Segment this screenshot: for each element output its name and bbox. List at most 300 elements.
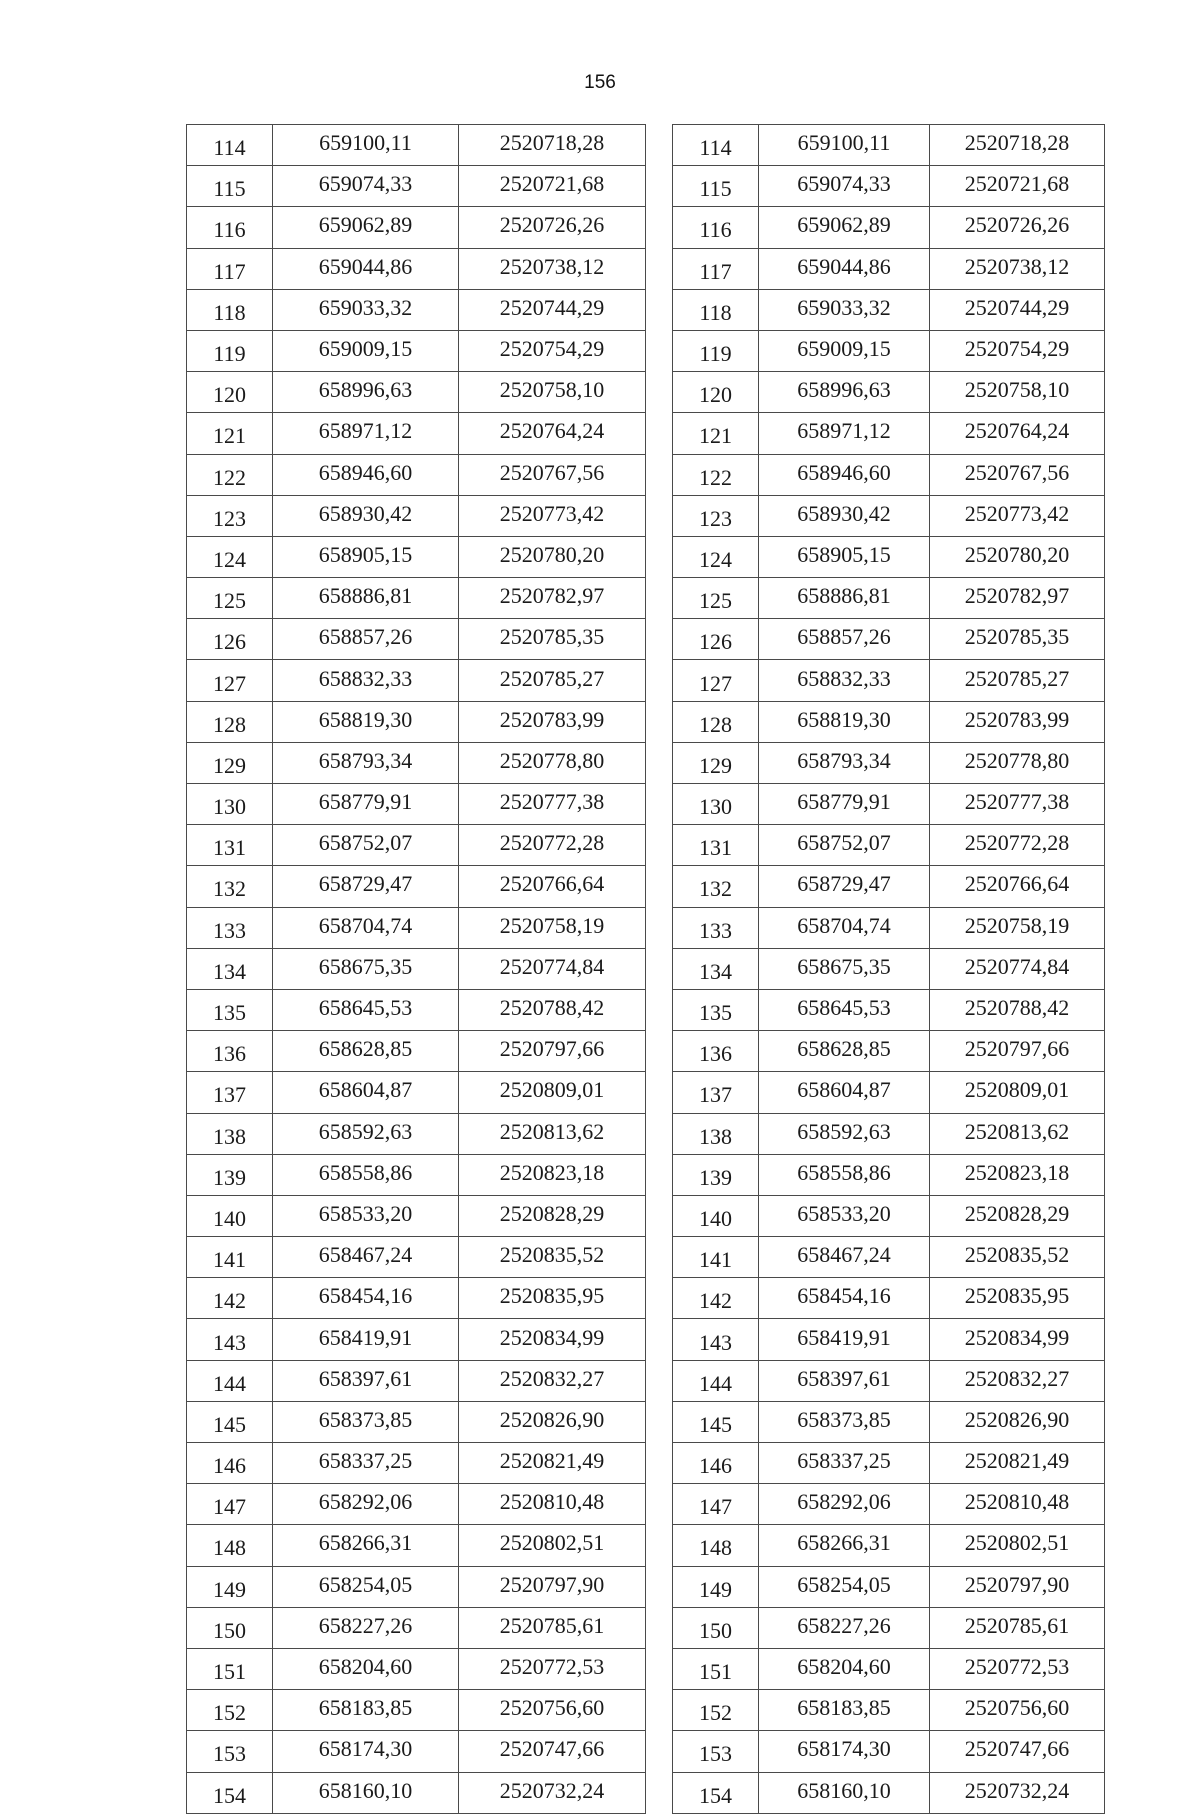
x-coordinate-cell: 658779,91 xyxy=(759,784,930,825)
x-coordinate-cell: 658971,12 xyxy=(759,413,930,454)
table-row xyxy=(673,660,1105,701)
point-number-cell: 126 xyxy=(187,619,273,660)
point-number-cell: 148 xyxy=(673,1525,759,1566)
table-row xyxy=(187,166,646,207)
table-row xyxy=(673,1113,1105,1154)
table-row xyxy=(673,825,1105,866)
point-number-cell: 147 xyxy=(187,1484,273,1525)
x-coordinate-cell: 658174,30 xyxy=(273,1731,459,1772)
point-number-cell: 133 xyxy=(187,907,273,948)
table-row xyxy=(187,1525,646,1566)
x-coordinate-cell: 658397,61 xyxy=(273,1360,459,1401)
y-coordinate-cell: 2520826,90 xyxy=(930,1401,1105,1442)
table-row xyxy=(187,248,646,289)
y-coordinate-cell: 2520767,56 xyxy=(930,454,1105,495)
point-number-cell: 118 xyxy=(187,289,273,330)
x-coordinate-cell: 658558,86 xyxy=(273,1154,459,1195)
table-row xyxy=(187,948,646,989)
x-coordinate-cell: 658604,87 xyxy=(273,1072,459,1113)
y-coordinate-cell: 2520834,99 xyxy=(930,1319,1105,1360)
point-number-cell: 126 xyxy=(673,619,759,660)
table-row xyxy=(673,536,1105,577)
y-coordinate-cell: 2520754,29 xyxy=(930,330,1105,371)
point-number-cell: 115 xyxy=(673,166,759,207)
table-row xyxy=(673,1195,1105,1236)
point-number-cell: 134 xyxy=(187,948,273,989)
x-coordinate-cell: 658254,05 xyxy=(759,1566,930,1607)
table-row xyxy=(187,578,646,619)
table-row xyxy=(673,701,1105,742)
x-coordinate-cell: 658204,60 xyxy=(273,1648,459,1689)
y-coordinate-cell: 2520756,60 xyxy=(930,1690,1105,1731)
x-coordinate-cell: 658604,87 xyxy=(759,1072,930,1113)
y-coordinate-cell: 2520797,90 xyxy=(930,1566,1105,1607)
point-number-cell: 119 xyxy=(673,330,759,371)
point-number-cell: 114 xyxy=(187,125,273,166)
table-row xyxy=(187,989,646,1030)
y-coordinate-cell: 2520783,99 xyxy=(459,701,646,742)
y-coordinate-cell: 2520797,66 xyxy=(459,1031,646,1072)
y-coordinate-cell: 2520772,28 xyxy=(930,825,1105,866)
y-coordinate-cell: 2520732,24 xyxy=(459,1772,646,1813)
point-number-cell: 117 xyxy=(187,248,273,289)
x-coordinate-cell: 658905,15 xyxy=(273,536,459,577)
x-coordinate-cell: 658729,47 xyxy=(273,866,459,907)
y-coordinate-cell: 2520738,12 xyxy=(930,248,1105,289)
point-number-cell: 150 xyxy=(187,1607,273,1648)
point-number-cell: 136 xyxy=(673,1031,759,1072)
table-row xyxy=(187,413,646,454)
table-row xyxy=(187,1648,646,1689)
x-coordinate-cell: 658930,42 xyxy=(759,495,930,536)
y-coordinate-cell: 2520785,35 xyxy=(930,619,1105,660)
y-coordinate-cell: 2520785,61 xyxy=(459,1607,646,1648)
table-row xyxy=(187,1237,646,1278)
x-coordinate-cell: 659062,89 xyxy=(759,207,930,248)
x-coordinate-cell: 658373,85 xyxy=(273,1401,459,1442)
table-row xyxy=(187,825,646,866)
y-coordinate-cell: 2520747,66 xyxy=(930,1731,1105,1772)
point-number-cell: 134 xyxy=(673,948,759,989)
x-coordinate-cell: 658832,33 xyxy=(759,660,930,701)
point-number-cell: 135 xyxy=(187,989,273,1030)
x-coordinate-cell: 659062,89 xyxy=(273,207,459,248)
point-number-cell: 124 xyxy=(673,536,759,577)
x-coordinate-cell: 658946,60 xyxy=(273,454,459,495)
point-number-cell: 151 xyxy=(673,1648,759,1689)
point-number-cell: 129 xyxy=(187,742,273,783)
y-coordinate-cell: 2520802,51 xyxy=(930,1525,1105,1566)
table-row xyxy=(187,1690,646,1731)
y-coordinate-cell: 2520835,95 xyxy=(930,1278,1105,1319)
point-number-cell: 151 xyxy=(187,1648,273,1689)
point-number-cell: 137 xyxy=(673,1072,759,1113)
table-row xyxy=(673,372,1105,413)
y-coordinate-cell: 2520821,49 xyxy=(459,1443,646,1484)
point-number-cell: 119 xyxy=(187,330,273,371)
y-coordinate-cell: 2520718,28 xyxy=(459,125,646,166)
point-number-cell: 149 xyxy=(187,1566,273,1607)
x-coordinate-cell: 658292,06 xyxy=(759,1484,930,1525)
y-coordinate-cell: 2520832,27 xyxy=(459,1360,646,1401)
y-coordinate-cell: 2520834,99 xyxy=(459,1319,646,1360)
point-number-cell: 120 xyxy=(187,372,273,413)
y-coordinate-cell: 2520732,24 xyxy=(930,1772,1105,1813)
y-coordinate-cell: 2520758,10 xyxy=(930,372,1105,413)
table-row xyxy=(187,1072,646,1113)
x-coordinate-cell: 658819,30 xyxy=(273,701,459,742)
table-row xyxy=(673,1237,1105,1278)
point-number-cell: 152 xyxy=(673,1690,759,1731)
table-row xyxy=(187,330,646,371)
x-coordinate-cell: 658628,85 xyxy=(273,1031,459,1072)
table-row xyxy=(673,495,1105,536)
x-coordinate-cell: 658857,26 xyxy=(759,619,930,660)
table-row xyxy=(187,289,646,330)
table-row xyxy=(673,1072,1105,1113)
table-row xyxy=(673,1525,1105,1566)
table-row xyxy=(187,495,646,536)
x-coordinate-cell: 658905,15 xyxy=(759,536,930,577)
point-number-cell: 144 xyxy=(187,1360,273,1401)
table-row xyxy=(673,578,1105,619)
x-coordinate-cell: 658183,85 xyxy=(273,1690,459,1731)
y-coordinate-cell: 2520773,42 xyxy=(459,495,646,536)
table-row xyxy=(187,1319,646,1360)
y-coordinate-cell: 2520832,27 xyxy=(930,1360,1105,1401)
point-number-cell: 154 xyxy=(673,1772,759,1813)
x-coordinate-cell: 658946,60 xyxy=(759,454,930,495)
point-number-cell: 141 xyxy=(187,1237,273,1278)
y-coordinate-cell: 2520773,42 xyxy=(930,495,1105,536)
table-row xyxy=(187,1278,646,1319)
x-coordinate-cell: 659009,15 xyxy=(273,330,459,371)
y-coordinate-cell: 2520809,01 xyxy=(930,1072,1105,1113)
x-coordinate-cell: 658467,24 xyxy=(273,1237,459,1278)
point-number-cell: 145 xyxy=(187,1401,273,1442)
point-number-cell: 121 xyxy=(673,413,759,454)
table-row xyxy=(187,1360,646,1401)
point-number-cell: 114 xyxy=(673,125,759,166)
point-number-cell: 125 xyxy=(673,578,759,619)
table-row xyxy=(673,1690,1105,1731)
table-row xyxy=(673,330,1105,371)
point-number-cell: 137 xyxy=(187,1072,273,1113)
x-coordinate-cell: 658419,91 xyxy=(273,1319,459,1360)
point-number-cell: 131 xyxy=(187,825,273,866)
point-number-cell: 133 xyxy=(673,907,759,948)
point-number-cell: 143 xyxy=(673,1319,759,1360)
x-coordinate-cell: 658254,05 xyxy=(273,1566,459,1607)
y-coordinate-cell: 2520810,48 xyxy=(459,1484,646,1525)
x-coordinate-cell: 659074,33 xyxy=(273,166,459,207)
point-number-cell: 118 xyxy=(673,289,759,330)
y-coordinate-cell: 2520772,28 xyxy=(459,825,646,866)
table-row xyxy=(187,372,646,413)
table-row xyxy=(187,1772,646,1813)
point-number-cell: 150 xyxy=(673,1607,759,1648)
table-row xyxy=(187,1484,646,1525)
x-coordinate-cell: 659044,86 xyxy=(759,248,930,289)
x-coordinate-cell: 658819,30 xyxy=(759,701,930,742)
point-number-cell: 141 xyxy=(673,1237,759,1278)
table-row xyxy=(187,1607,646,1648)
y-coordinate-cell: 2520774,84 xyxy=(930,948,1105,989)
y-coordinate-cell: 2520797,66 xyxy=(930,1031,1105,1072)
y-coordinate-cell: 2520823,18 xyxy=(459,1154,646,1195)
y-coordinate-cell: 2520788,42 xyxy=(459,989,646,1030)
point-number-cell: 144 xyxy=(673,1360,759,1401)
table-row xyxy=(187,454,646,495)
y-coordinate-cell: 2520835,95 xyxy=(459,1278,646,1319)
y-coordinate-cell: 2520778,80 xyxy=(930,742,1105,783)
table-row xyxy=(673,1319,1105,1360)
y-coordinate-cell: 2520774,84 xyxy=(459,948,646,989)
x-coordinate-cell: 658675,35 xyxy=(759,948,930,989)
x-coordinate-cell: 658292,06 xyxy=(273,1484,459,1525)
table-row xyxy=(673,1360,1105,1401)
x-coordinate-cell: 658160,10 xyxy=(759,1772,930,1813)
y-coordinate-cell: 2520772,53 xyxy=(930,1648,1105,1689)
y-coordinate-cell: 2520744,29 xyxy=(459,289,646,330)
table-row xyxy=(187,1566,646,1607)
x-coordinate-cell: 658592,63 xyxy=(273,1113,459,1154)
table-row xyxy=(187,1031,646,1072)
table-row xyxy=(187,1113,646,1154)
point-number-cell: 148 xyxy=(187,1525,273,1566)
x-coordinate-cell: 659009,15 xyxy=(759,330,930,371)
point-number-cell: 145 xyxy=(673,1401,759,1442)
x-coordinate-cell: 658971,12 xyxy=(273,413,459,454)
table-row xyxy=(187,660,646,701)
point-number-cell: 135 xyxy=(673,989,759,1030)
table-row xyxy=(187,1401,646,1442)
point-number-cell: 122 xyxy=(673,454,759,495)
table-row xyxy=(187,1195,646,1236)
table-row xyxy=(673,784,1105,825)
table-row xyxy=(187,701,646,742)
x-coordinate-cell: 658227,26 xyxy=(273,1607,459,1648)
y-coordinate-cell: 2520764,24 xyxy=(930,413,1105,454)
x-coordinate-cell: 658886,81 xyxy=(273,578,459,619)
point-number-cell: 130 xyxy=(187,784,273,825)
table-row xyxy=(187,1731,646,1772)
x-coordinate-cell: 658886,81 xyxy=(759,578,930,619)
table-row xyxy=(187,125,646,166)
point-number-cell: 140 xyxy=(673,1195,759,1236)
y-coordinate-cell: 2520782,97 xyxy=(459,578,646,619)
point-number-cell: 138 xyxy=(187,1113,273,1154)
point-number-cell: 127 xyxy=(673,660,759,701)
x-coordinate-cell: 658204,60 xyxy=(759,1648,930,1689)
point-number-cell: 142 xyxy=(187,1278,273,1319)
table-row xyxy=(187,619,646,660)
x-coordinate-cell: 658779,91 xyxy=(273,784,459,825)
coordinates-table-left xyxy=(186,124,646,1814)
table-row xyxy=(187,784,646,825)
x-coordinate-cell: 658793,34 xyxy=(273,742,459,783)
table-row xyxy=(673,619,1105,660)
table-row xyxy=(187,1443,646,1484)
y-coordinate-cell: 2520756,60 xyxy=(459,1690,646,1731)
x-coordinate-cell: 658454,16 xyxy=(759,1278,930,1319)
y-coordinate-cell: 2520810,48 xyxy=(930,1484,1105,1525)
y-coordinate-cell: 2520823,18 xyxy=(930,1154,1105,1195)
x-coordinate-cell: 658645,53 xyxy=(273,989,459,1030)
y-coordinate-cell: 2520802,51 xyxy=(459,1525,646,1566)
x-coordinate-cell: 658174,30 xyxy=(759,1731,930,1772)
point-number-cell: 136 xyxy=(187,1031,273,1072)
point-number-cell: 143 xyxy=(187,1319,273,1360)
point-number-cell: 123 xyxy=(673,495,759,536)
x-coordinate-cell: 658996,63 xyxy=(273,372,459,413)
y-coordinate-cell: 2520747,66 xyxy=(459,1731,646,1772)
table-row xyxy=(673,948,1105,989)
x-coordinate-cell: 658183,85 xyxy=(759,1690,930,1731)
table-row xyxy=(673,1731,1105,1772)
y-coordinate-cell: 2520772,53 xyxy=(459,1648,646,1689)
page-number: 156 xyxy=(584,72,616,93)
point-number-cell: 129 xyxy=(673,742,759,783)
y-coordinate-cell: 2520726,26 xyxy=(930,207,1105,248)
x-coordinate-cell: 658704,74 xyxy=(759,907,930,948)
table-row xyxy=(673,454,1105,495)
x-coordinate-cell: 658533,20 xyxy=(273,1195,459,1236)
x-coordinate-cell: 658930,42 xyxy=(273,495,459,536)
y-coordinate-cell: 2520797,90 xyxy=(459,1566,646,1607)
y-coordinate-cell: 2520821,49 xyxy=(930,1443,1105,1484)
y-coordinate-cell: 2520778,80 xyxy=(459,742,646,783)
point-number-cell: 115 xyxy=(187,166,273,207)
y-coordinate-cell: 2520744,29 xyxy=(930,289,1105,330)
y-coordinate-cell: 2520766,64 xyxy=(930,866,1105,907)
point-number-cell: 117 xyxy=(673,248,759,289)
point-number-cell: 130 xyxy=(673,784,759,825)
table-row xyxy=(673,907,1105,948)
table-row xyxy=(673,1607,1105,1648)
y-coordinate-cell: 2520783,99 xyxy=(930,701,1105,742)
x-coordinate-cell: 658752,07 xyxy=(273,825,459,866)
y-coordinate-cell: 2520835,52 xyxy=(930,1237,1105,1278)
y-coordinate-cell: 2520780,20 xyxy=(459,536,646,577)
y-coordinate-cell: 2520758,19 xyxy=(930,907,1105,948)
table-row xyxy=(187,866,646,907)
point-number-cell: 140 xyxy=(187,1195,273,1236)
x-coordinate-cell: 658704,74 xyxy=(273,907,459,948)
y-coordinate-cell: 2520828,29 xyxy=(930,1195,1105,1236)
table-row xyxy=(673,207,1105,248)
y-coordinate-cell: 2520813,62 xyxy=(459,1113,646,1154)
x-coordinate-cell: 658227,26 xyxy=(759,1607,930,1648)
x-coordinate-cell: 658337,25 xyxy=(273,1443,459,1484)
table-row xyxy=(673,289,1105,330)
point-number-cell: 127 xyxy=(187,660,273,701)
point-number-cell: 152 xyxy=(187,1690,273,1731)
x-coordinate-cell: 658266,31 xyxy=(759,1525,930,1566)
y-coordinate-cell: 2520813,62 xyxy=(930,1113,1105,1154)
x-coordinate-cell: 658645,53 xyxy=(759,989,930,1030)
x-coordinate-cell: 658467,24 xyxy=(759,1237,930,1278)
x-coordinate-cell: 658397,61 xyxy=(759,1360,930,1401)
x-coordinate-cell: 658558,86 xyxy=(759,1154,930,1195)
point-number-cell: 146 xyxy=(673,1443,759,1484)
y-coordinate-cell: 2520777,38 xyxy=(459,784,646,825)
point-number-cell: 149 xyxy=(673,1566,759,1607)
table-row xyxy=(673,1443,1105,1484)
x-coordinate-cell: 658793,34 xyxy=(759,742,930,783)
x-coordinate-cell: 659033,32 xyxy=(759,289,930,330)
x-coordinate-cell: 658832,33 xyxy=(273,660,459,701)
table-row xyxy=(673,742,1105,783)
x-coordinate-cell: 659100,11 xyxy=(759,125,930,166)
table-row xyxy=(673,248,1105,289)
y-coordinate-cell: 2520718,28 xyxy=(930,125,1105,166)
table-row xyxy=(673,1401,1105,1442)
point-number-cell: 128 xyxy=(673,701,759,742)
point-number-cell: 139 xyxy=(673,1154,759,1195)
x-coordinate-cell: 658454,16 xyxy=(273,1278,459,1319)
y-coordinate-cell: 2520828,29 xyxy=(459,1195,646,1236)
point-number-cell: 123 xyxy=(187,495,273,536)
x-coordinate-cell: 658266,31 xyxy=(273,1525,459,1566)
x-coordinate-cell: 658675,35 xyxy=(273,948,459,989)
x-coordinate-cell: 658373,85 xyxy=(759,1401,930,1442)
table-row xyxy=(673,1772,1105,1813)
x-coordinate-cell: 659100,11 xyxy=(273,125,459,166)
y-coordinate-cell: 2520767,56 xyxy=(459,454,646,495)
table-row xyxy=(187,536,646,577)
point-number-cell: 139 xyxy=(187,1154,273,1195)
table-row xyxy=(673,1031,1105,1072)
x-coordinate-cell: 658857,26 xyxy=(273,619,459,660)
x-coordinate-cell: 658752,07 xyxy=(759,825,930,866)
table-row xyxy=(673,166,1105,207)
point-number-cell: 142 xyxy=(673,1278,759,1319)
y-coordinate-cell: 2520721,68 xyxy=(930,166,1105,207)
point-number-cell: 125 xyxy=(187,578,273,619)
y-coordinate-cell: 2520766,64 xyxy=(459,866,646,907)
x-coordinate-cell: 659074,33 xyxy=(759,166,930,207)
x-coordinate-cell: 658533,20 xyxy=(759,1195,930,1236)
point-number-cell: 120 xyxy=(673,372,759,413)
point-number-cell: 122 xyxy=(187,454,273,495)
x-coordinate-cell: 658729,47 xyxy=(759,866,930,907)
x-coordinate-cell: 658592,63 xyxy=(759,1113,930,1154)
point-number-cell: 128 xyxy=(187,701,273,742)
y-coordinate-cell: 2520835,52 xyxy=(459,1237,646,1278)
table-row xyxy=(673,1154,1105,1195)
point-number-cell: 147 xyxy=(673,1484,759,1525)
y-coordinate-cell: 2520785,35 xyxy=(459,619,646,660)
table-row xyxy=(673,1566,1105,1607)
table-row xyxy=(673,866,1105,907)
table-row xyxy=(673,989,1105,1030)
y-coordinate-cell: 2520780,20 xyxy=(930,536,1105,577)
point-number-cell: 116 xyxy=(187,207,273,248)
point-number-cell: 138 xyxy=(673,1113,759,1154)
point-number-cell: 131 xyxy=(673,825,759,866)
table-row xyxy=(187,907,646,948)
y-coordinate-cell: 2520758,10 xyxy=(459,372,646,413)
coordinates-table-right xyxy=(672,124,1105,1814)
point-number-cell: 154 xyxy=(187,1772,273,1813)
y-coordinate-cell: 2520738,12 xyxy=(459,248,646,289)
x-coordinate-cell: 658337,25 xyxy=(759,1443,930,1484)
x-coordinate-cell: 658628,85 xyxy=(759,1031,930,1072)
point-number-cell: 132 xyxy=(673,866,759,907)
x-coordinate-cell: 659033,32 xyxy=(273,289,459,330)
y-coordinate-cell: 2520809,01 xyxy=(459,1072,646,1113)
